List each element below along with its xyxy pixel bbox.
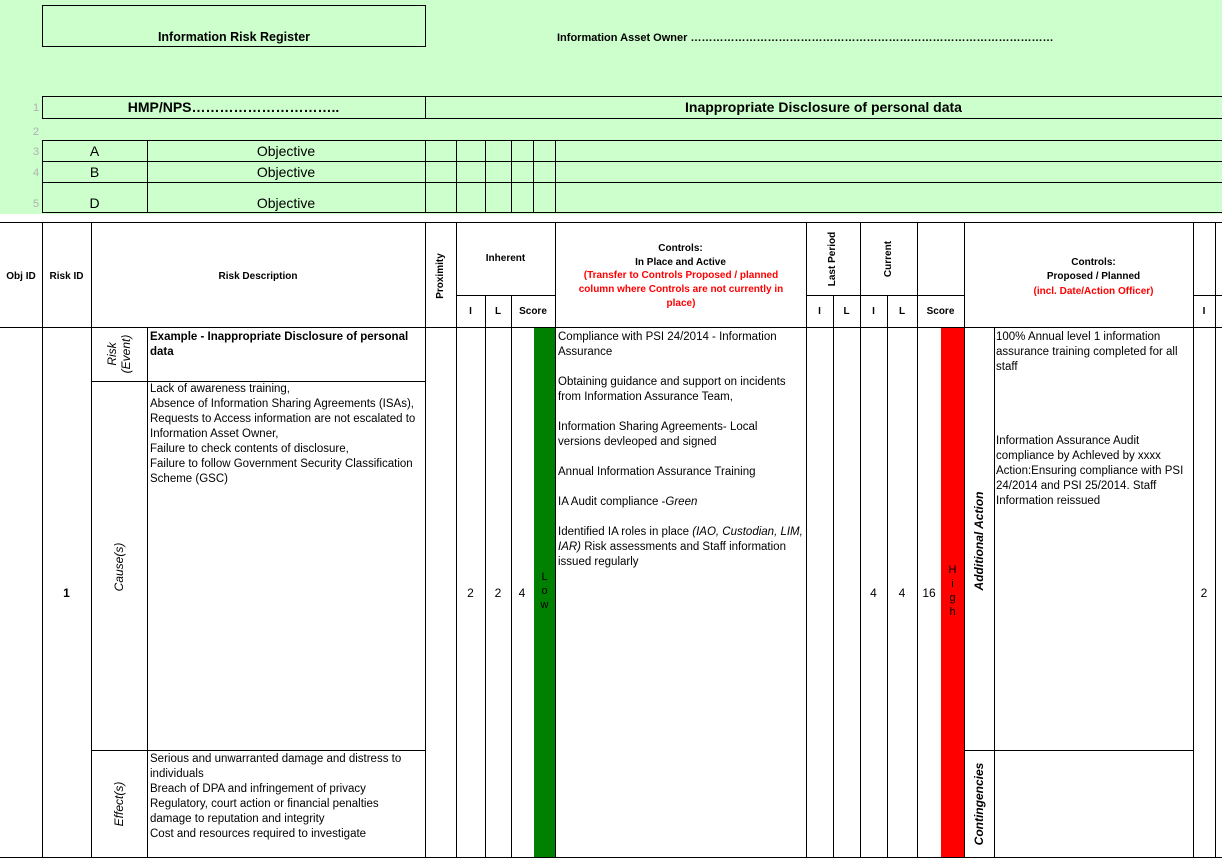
- rating-letter: g: [949, 592, 956, 604]
- current-rating-label: [941, 563, 964, 619]
- col-inherent-l: L: [494, 306, 502, 317]
- objective-code: A: [89, 143, 100, 159]
- inherent-score-value: 4: [518, 586, 526, 600]
- cause-label: Cause(s): [112, 542, 126, 592]
- risk-event-label: Risk (Event): [105, 334, 133, 374]
- control-item: IA Audit compliance -Green: [558, 496, 698, 508]
- effect-label: Effect(s): [112, 781, 126, 827]
- target-i-value: 2: [1200, 586, 1208, 600]
- objective-code: B: [89, 164, 100, 180]
- row-number: 2: [33, 126, 40, 138]
- col-risk-description: Risk Description: [218, 271, 298, 282]
- effect-item: Breach of DPA and infringement of privacy: [150, 783, 366, 795]
- cause-item: Requests to Access information are not escalated to Information Asset Owner,: [150, 413, 416, 440]
- effect-item: damage to reputation and integrity: [150, 813, 325, 825]
- rating-letter: L: [541, 571, 548, 583]
- control-item: Obtaining guidance and support on incidents from Information Assurance Team,: [558, 376, 786, 403]
- col-controls-proposed-note: (incl. Date/Action Officer): [1033, 286, 1154, 297]
- cause-item: Lack of awareness training,: [150, 383, 290, 395]
- current-score-value: 16: [922, 586, 936, 600]
- hmp-label: HMP/NPS…………………………..: [127, 99, 340, 115]
- col-controls-in-place-note: (Transfer to Controls Proposed / planned column where Controls are not currently in place): [578, 270, 784, 309]
- cause-item: Failure to check contents of disclosure,: [150, 443, 349, 455]
- row-number: 4: [33, 167, 40, 179]
- control-item: Annual Information Assurance Training: [558, 466, 756, 478]
- asset-owner: Information Asset Owner ………………………………………………………………………………………: [557, 32, 1054, 44]
- effect-item: Serious and unwarranted damage and distress to individuals: [150, 753, 402, 780]
- objective-code: D: [89, 195, 100, 211]
- current-i-value: 4: [870, 586, 877, 600]
- rating-letter: w: [540, 599, 549, 611]
- register-title: Information Risk Register: [157, 30, 311, 44]
- row-number: 5: [33, 198, 40, 210]
- col-last-period: Last Period: [827, 231, 838, 287]
- objective-label: Objective: [256, 164, 316, 180]
- rating-letter: o: [541, 585, 548, 597]
- effect-item: Cost and resources required to investigate: [150, 828, 367, 840]
- col-inherent-score: Score: [519, 306, 547, 317]
- proposed-control-1: 100% Annual level 1 information assurance training completed for all staff: [996, 331, 1178, 373]
- col-risk-id: Risk ID: [49, 271, 84, 282]
- col-obj-id: Obj ID: [6, 271, 36, 282]
- additional-action-label: Additional Action: [972, 491, 986, 591]
- inherent-rating-label: [534, 570, 555, 612]
- cause-item: Absence of Information Sharing Agreements (ISAs),: [150, 398, 414, 410]
- risk-event-text: Example - Inappropriate Disclosure of personal data: [150, 331, 409, 358]
- col-current-i: I: [872, 306, 875, 317]
- col-target-i: I: [1202, 306, 1206, 317]
- col-inherent: Inherent: [485, 253, 526, 264]
- causes-list: [150, 382, 422, 487]
- row-number: 1: [33, 102, 40, 114]
- col-current-score: Score: [926, 306, 955, 317]
- proposed-control-2: Information Assurance Audit compliance by Achleved by xxxx Action:Ensuring compliance with PSI 24/2014 and PSI 25/2014. Staff Information reissued: [996, 435, 1184, 507]
- controls-in-place-list: [558, 330, 803, 570]
- control-item: Information Sharing Agreements- Local versions devleoped and signed: [558, 421, 758, 448]
- col-current-l: L: [898, 306, 906, 317]
- cause-item: Failure to follow Government Security Classification Scheme (GSC): [150, 458, 413, 485]
- objective-label: Objective: [256, 195, 316, 211]
- objective-label: Objective: [256, 143, 316, 159]
- current-l-value: 4: [898, 586, 906, 600]
- rating-letter: i: [951, 578, 954, 590]
- risk-title: Inappropriate Disclosure of personal data: [685, 99, 962, 115]
- control-item: Identified IA roles in place (IAO, Custodian, LIM, IAR) Risk assessments and Staff information issued regularly: [558, 526, 803, 568]
- row-number: 3: [33, 146, 40, 158]
- rating-letter: H: [948, 564, 957, 576]
- effect-item: Regulatory, court action or financial penalties: [150, 798, 379, 810]
- rating-letter: h: [949, 606, 956, 618]
- inherent-i-value: 2: [467, 586, 474, 600]
- col-inherent-i: I: [469, 306, 472, 317]
- col-proximity: Proximity: [435, 253, 446, 299]
- obj-id-value: 1: [63, 586, 70, 600]
- col-last-l: L: [843, 306, 850, 317]
- col-current: Current: [883, 240, 894, 278]
- control-item: Compliance with PSI 24/2014 - Information Assurance: [558, 331, 777, 358]
- inherent-l-value: 2: [494, 586, 502, 600]
- effects-list: [150, 752, 422, 842]
- col-controls-proposed: Controls: Proposed / Planned: [1046, 257, 1141, 282]
- contingencies-label: Contingencies: [972, 762, 986, 846]
- col-last-i: I: [818, 306, 821, 317]
- col-controls-in-place: Controls: In Place and Active: [635, 243, 726, 268]
